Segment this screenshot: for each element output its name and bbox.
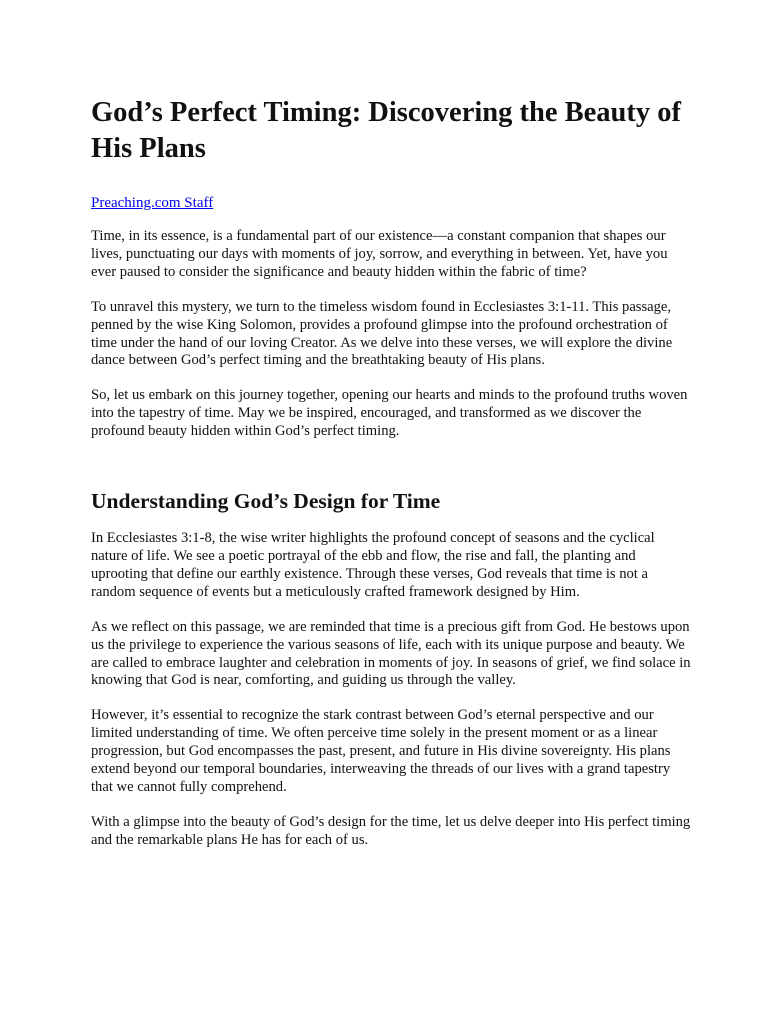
section-heading: Understanding God’s Design for Time	[91, 489, 441, 514]
section-paragraph-4: With a glimpse into the beauty of God’s design for the time, let us delve deeper into His perfect timing and the remarkable plans He has for each of us.	[91, 813, 691, 848]
article-title: God’s Perfect Timing: Discovering the Beauty of His Plans	[91, 97, 681, 164]
section-paragraph-1: In Ecclesiastes 3:1-8, the wise writer highlights the profound concept of seasons and the cyclical nature of life. We see a poetic portrayal of the ebb and flow, the rise and fall, the planting and uprooting that define our earthly existence. Through these verses, God reveals that time is not a random sequence of events but a meticulously crafted framework designed by Him.	[91, 530, 655, 600]
intro-paragraph-3: So, let us embark on this journey together, opening our hearts and minds to the profound truths woven into the tapestry of time. May we be inspired, encouraged, and transformed as we discover the profound beauty hidden within God’s perfect timing.	[91, 387, 688, 440]
intro-paragraph-2: To unravel this mystery, we turn to the timeless wisdom found in Ecclesiastes 3:1-11. This passage, penned by the wise King Solomon, provides a profound glimpse into the profound orchestration of time under the hand of our loving Creator. As we delve into these verses, we will explore the divine dance between God’s perfect timing and the breathtaking beauty of His plans.	[91, 298, 673, 369]
intro-paragraph-1: Time, in its essence, is a fundamental part of our existence—a constant companion that shapes our lives, punctuating our days with moments of joy, sorrow, and everything in between. Yet, have you ever paused to consider the significance and beauty hidden within the fabric of time?	[91, 228, 668, 280]
article	[91, 95, 691, 850]
author-link[interactable]: Preaching.com Staff	[91, 195, 214, 211]
section-paragraph-3: However, it’s essential to recognize the stark contrast between God’s eternal perspective and our limited understanding of time. We often perceive time solely in the present moment or as a linear progression, but God encompasses the past, present, and future in His divine sovereignty. His plans extend beyond our temporal boundaries, interweaving the threads of our lives with a grand tapestry that we cannot fully comprehend.	[91, 707, 671, 795]
section-paragraph-2: As we reflect on this passage, we are reminded that time is a precious gift from God. He bestows upon us the privilege to experience the various seasons of life, each with its unique purpose and beauty. We are called to embrace laughter and celebration in moments of joy. In seasons of grief, we find solace in knowing that God is near, comforting, and guiding us through the valley.	[91, 618, 691, 689]
